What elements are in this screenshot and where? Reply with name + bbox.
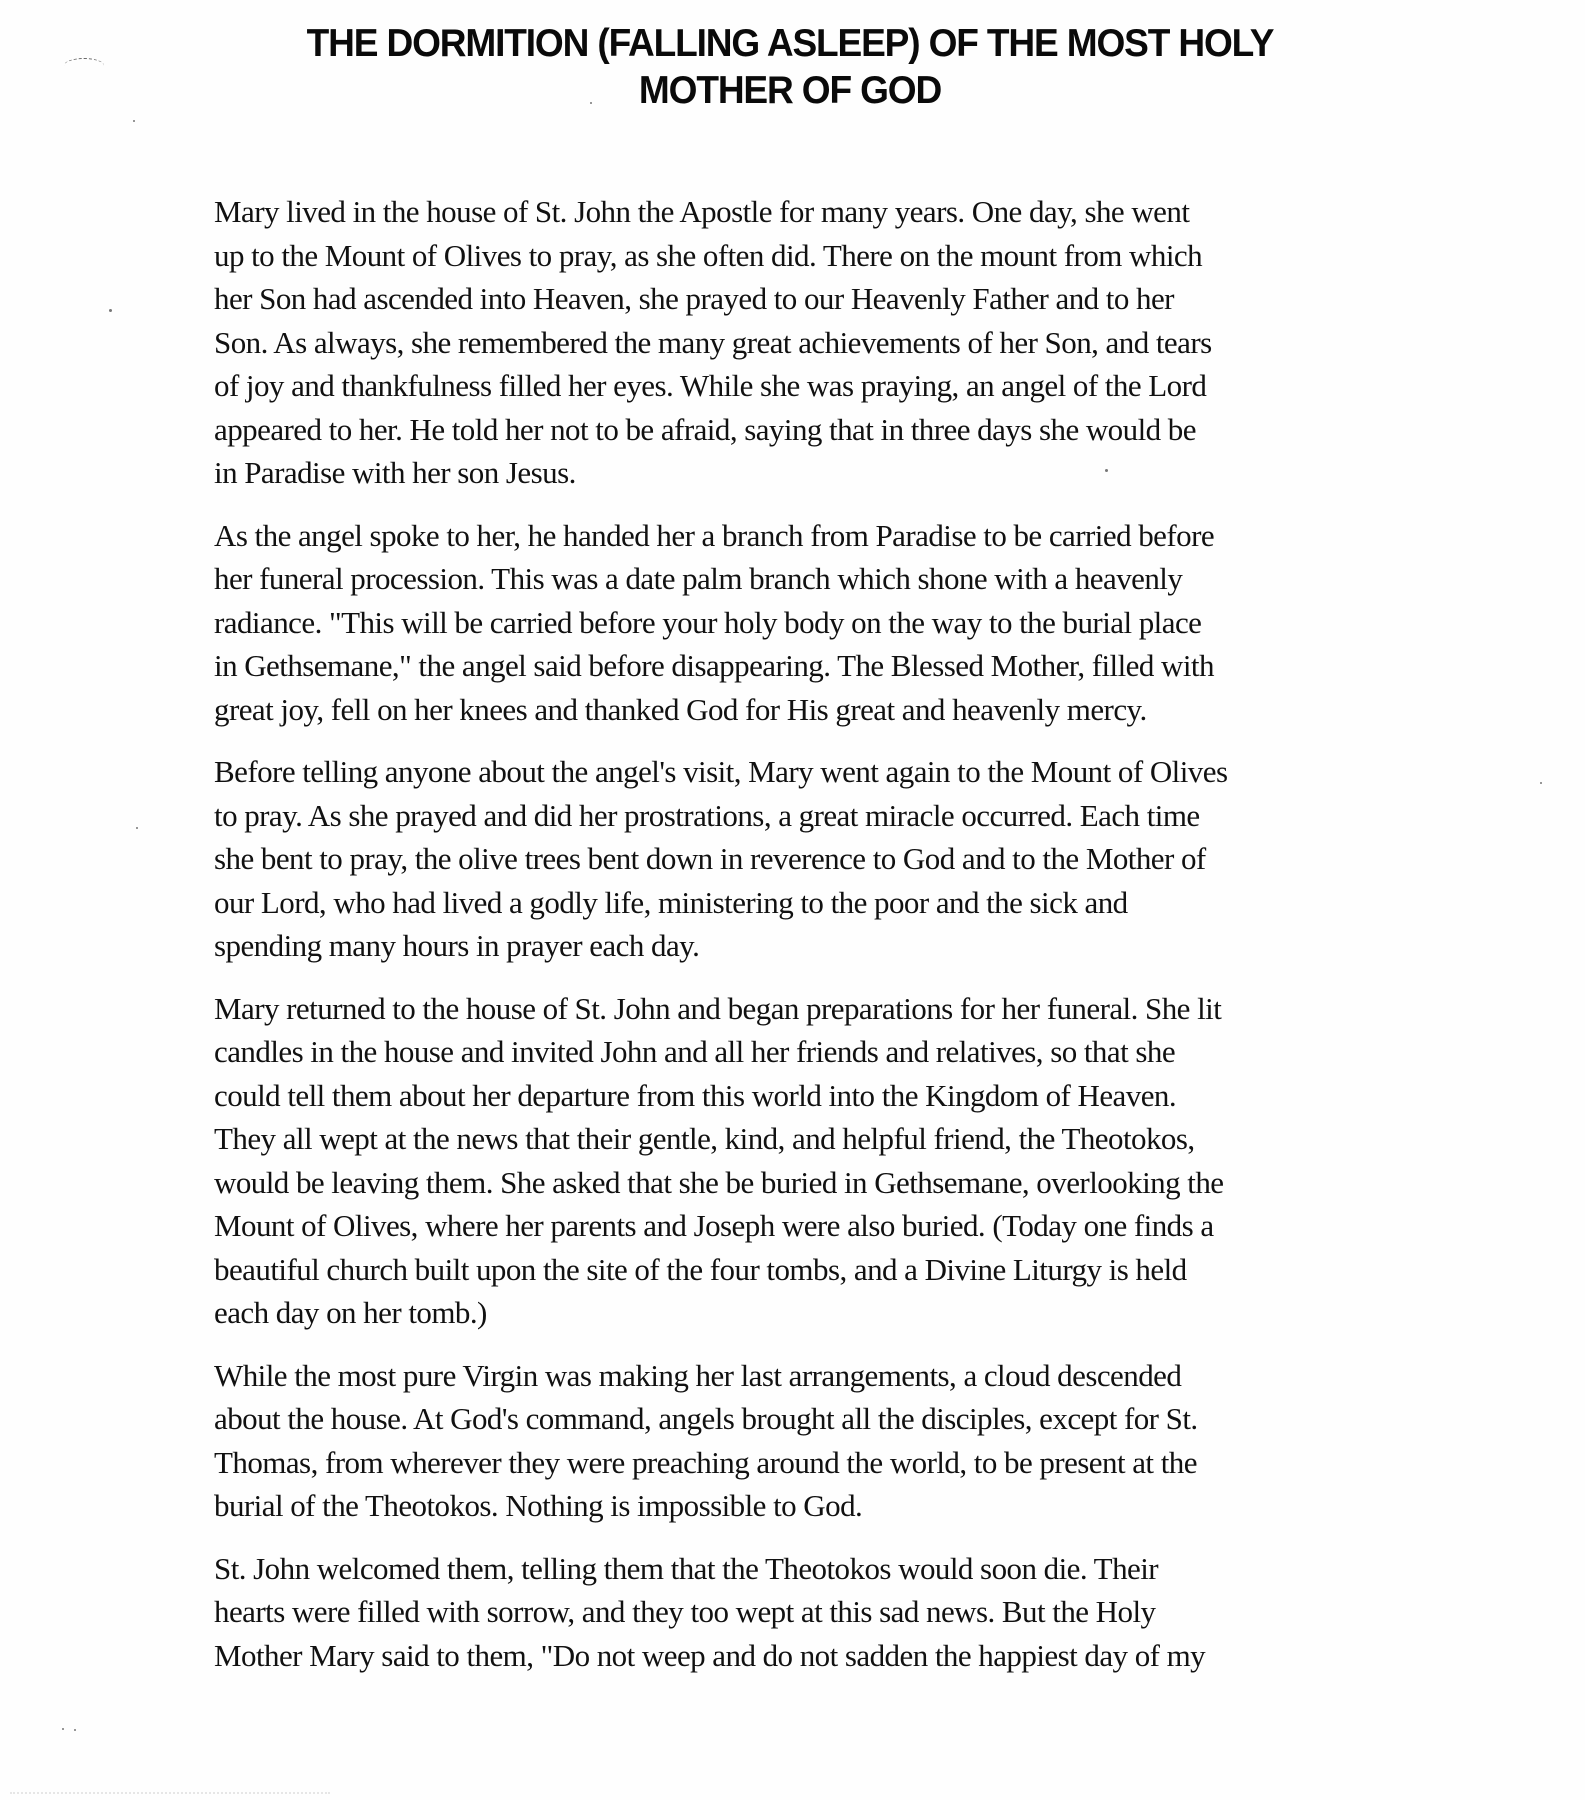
title-line-1: THE DORMITION (FALLING ASLEEP) OF THE MOST HOLY bbox=[306, 22, 1274, 65]
scan-artifact-mark bbox=[64, 58, 104, 73]
text-line: each day on her tomb.) bbox=[214, 1295, 487, 1330]
text-line: could tell them about her departure from this world into the Kingdom of Heaven. bbox=[214, 1077, 1177, 1113]
scan-speck bbox=[74, 1729, 76, 1731]
text-line: about the house. At God's command, angels brought all the disciples, except for St. bbox=[214, 1401, 1198, 1436]
scan-speck bbox=[136, 827, 138, 829]
scan-speck bbox=[109, 309, 112, 312]
text-line: Mother Mary said to them, "Do not weep and do not sadden the happiest day of my bbox=[214, 1637, 1206, 1673]
text-line: our Lord, who had lived a godly life, ministering to the poor and the sick and bbox=[214, 884, 1128, 920]
text-line: Thomas, from wherever they were preaching around the world, to be present at the bbox=[214, 1444, 1197, 1480]
text-line: her Son had ascended into Heaven, she prayed to our Heavenly Father and to her bbox=[214, 281, 1174, 316]
text-line: to pray. As she prayed and did her prostrations, a great miracle occurred. Each time bbox=[214, 797, 1200, 833]
text-line: in Gethsemane," the angel said before disappearing. The Blessed Mother, filled with bbox=[214, 648, 1214, 683]
text-line: They all wept at the news that their gentle, kind, and helpful friend, the Theotokos, bbox=[214, 1121, 1195, 1156]
document-title bbox=[230, 20, 1351, 114]
text-line: Son. As always, she remembered the many great achievements of her Son, and tears bbox=[214, 324, 1212, 360]
paragraph-6 bbox=[214, 1547, 1434, 1678]
scan-footer-residue bbox=[10, 1792, 330, 1797]
text-line: St. John welcomed them, telling them that the Theotokos would soon die. Their bbox=[214, 1550, 1159, 1586]
paragraph-4 bbox=[214, 987, 1434, 1335]
text-line: burial of the Theotokos. Nothing is impossible to God. bbox=[214, 1488, 863, 1523]
text-line: up to the Mount of Olives to pray, as she often did. There on the mount from which bbox=[214, 237, 1203, 273]
text-line: would be leaving them. She asked that she be buried in Gethsemane, overlooking the bbox=[214, 1164, 1224, 1200]
text-line: appeared to her. He told her not to be afraid, saying that in three days she would be bbox=[214, 411, 1196, 447]
text-line: she bent to pray, the olive trees bent down in reverence to God and to the Mother of bbox=[214, 841, 1206, 876]
text-line: Before telling anyone about the angel's visit, Mary went again to the Mount of Olives bbox=[214, 754, 1228, 789]
text-line: hearts were filled with sorrow, and they too wept at this sad news. But the Holy bbox=[214, 1594, 1156, 1629]
scan-speck bbox=[62, 1728, 64, 1730]
text-line: Mount of Olives, where her parents and Joseph were also buried. (Today one finds a bbox=[214, 1208, 1214, 1243]
paragraph-5 bbox=[214, 1354, 1434, 1528]
text-line: great joy, fell on her knees and thanked God for His great and heavenly mercy. bbox=[214, 691, 1147, 727]
title-line-2: MOTHER OF GOD bbox=[638, 69, 942, 112]
text-line: As the angel spoke to her, he handed her a branch from Paradise to be carried before bbox=[214, 517, 1215, 553]
scan-speck bbox=[133, 120, 135, 122]
text-line: her funeral procession. This was a date palm branch which shone with a heavenly bbox=[214, 561, 1183, 596]
scan-speck bbox=[1540, 782, 1542, 784]
text-line: Mary returned to the house of St. John and began preparations for her funeral. She lit bbox=[214, 990, 1222, 1026]
text-line: While the most pure Virgin was making her last arrangements, a cloud descended bbox=[214, 1357, 1182, 1393]
text-line: beautiful church built upon the site of the four tombs, and a Divine Liturgy is held bbox=[214, 1251, 1187, 1287]
text-line: in Paradise with her son Jesus. bbox=[214, 455, 576, 490]
paragraph-3 bbox=[214, 750, 1434, 968]
text-line: candles in the house and invited John and all her friends and relatives, so that she bbox=[214, 1034, 1176, 1069]
paragraph-2 bbox=[214, 514, 1434, 732]
document-body bbox=[214, 190, 1434, 1696]
text-line: radiance. "This will be carried before your holy body on the way to the burial place bbox=[214, 604, 1202, 640]
text-line: spending many hours in prayer each day. bbox=[214, 928, 700, 963]
paragraph-1 bbox=[214, 190, 1434, 495]
text-line: Mary lived in the house of St. John the Apostle for many years. One day, she went bbox=[214, 194, 1190, 229]
text-line: of joy and thankfulness filled her eyes. While she was praying, an angel of the Lord bbox=[214, 368, 1207, 403]
